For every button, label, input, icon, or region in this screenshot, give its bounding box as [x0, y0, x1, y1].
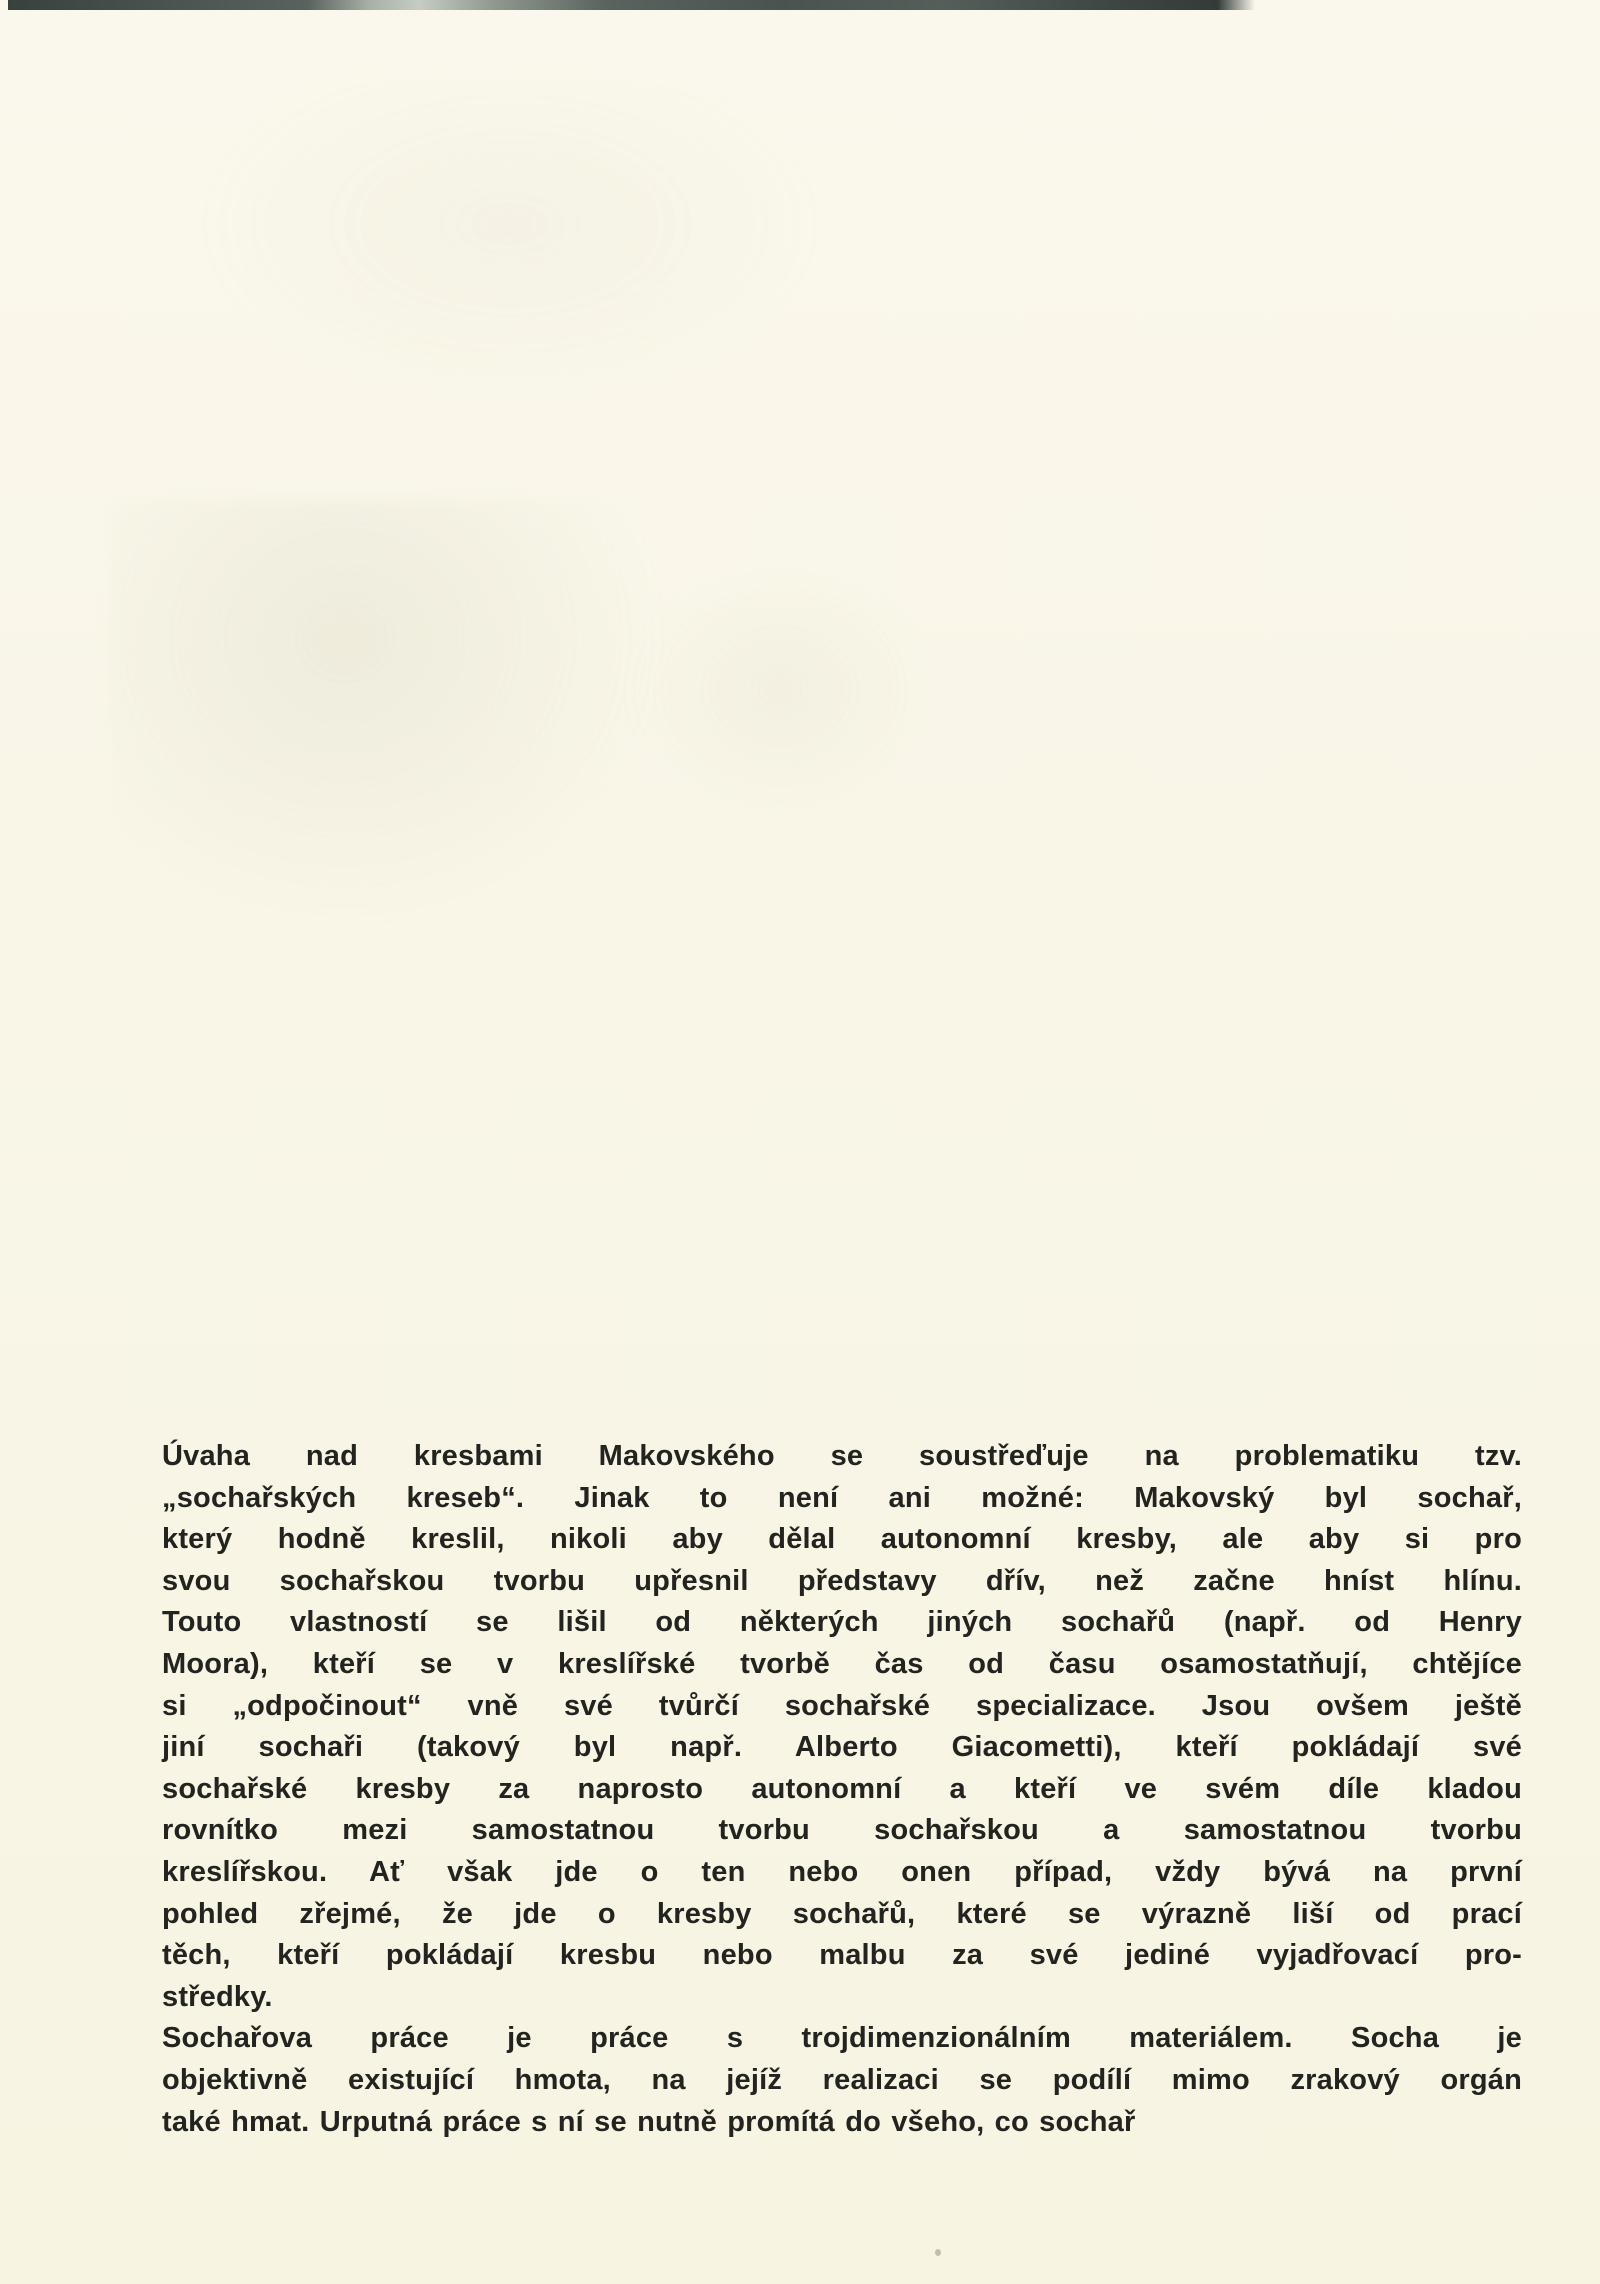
paper-show-through-ghost	[620, 560, 940, 820]
body-text-block	[162, 1436, 1522, 2143]
text-line: Sochařova práce je práce s trojdimenzionálním materiálem. Socha je	[162, 2022, 1522, 2055]
text-line: který hodně kreslil, nikoli aby dělal autonomní kresby, ale aby si pro	[162, 1523, 1522, 1556]
paper-show-through-ghost	[200, 80, 820, 400]
page-top-edge-bar	[8, 0, 1255, 10]
text-line: Touto vlastností se lišil od některých jiných sochařů (např. od Henry	[162, 1606, 1522, 1639]
text-line: svou sochařskou tvorbu upřesnil představy dřív, než začne hníst hlínu.	[162, 1564, 1522, 1597]
text-line-paragraph-end: také hmat. Urputná práce s ní se nutně promítá do všeho, co sochař	[162, 2105, 1136, 2138]
text-line: jiní sochaři (takový byl např. Alberto Giacometti), kteří pokládají své	[162, 1731, 1522, 1764]
text-line: kreslířskou. Ať však jde o ten nebo onen případ, vždy bývá na první	[162, 1855, 1522, 1888]
text-line: Úvaha nad kresbami Makovského se soustřeďuje na problematiku tzv.	[162, 1440, 1522, 1472]
text-line: sochařské kresby za naprosto autonomní a kteří ve svém díle kladou	[162, 1772, 1522, 1805]
text-line: Moora), kteří se v kreslířské tvorbě čas od času osamostatňují, chtějíce	[162, 1647, 1522, 1680]
text-line: „sochařských kreseb“. Jinak to není ani možné: Makovský byl sochař,	[162, 1481, 1522, 1514]
paper-speck	[935, 2249, 941, 2256]
text-line: objektivně existující hmota, na jejíž realizaci se podílí mimo zrakový orgán	[162, 2063, 1522, 2096]
text-line: pohled zřejmé, že jde o kresby sochařů, které se výrazně liší od prací	[162, 1897, 1522, 1930]
text-line: si „odpočinout“ vně své tvůrčí sochařské specializace. Jsou ovšem ještě	[162, 1689, 1522, 1722]
text-line: těch, kteří pokládají kresbu nebo malbu za své jediné vyjadřovací pro-	[162, 1939, 1522, 1972]
text-line: rovnítko mezi samostatnou tvorbu sochařskou a samostatnou tvorbu	[162, 1814, 1522, 1847]
paper-show-through-ghost	[110, 500, 670, 930]
text-line-paragraph-end: středky.	[162, 1980, 273, 2013]
